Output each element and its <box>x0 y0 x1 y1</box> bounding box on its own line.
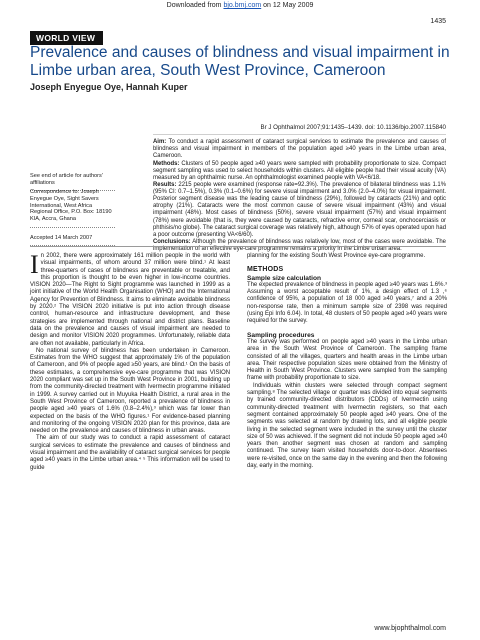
journal-link[interactable]: bjo.bmj.com <box>223 2 262 9</box>
sample-size-heading: Sample size calculation <box>247 274 322 282</box>
methods-heading: METHODS <box>247 266 284 274</box>
abstract-conclusions-label: Conclusions: <box>153 239 191 246</box>
download-date: on 12 May 2009 <box>263 2 314 9</box>
body-column-right <box>247 253 447 470</box>
accepted-date: Accepted 14 March 2007 <box>30 235 93 241</box>
see-end-note: See end of article for authors' affiliations <box>30 173 103 186</box>
correspondence-address: Correspondence to: Joseph Enyegue Oye, Sight Savers International, West Africa Regional Office, P.O. Box: 18190 KIA, Accra, Ghana <box>30 189 112 223</box>
section-tag: WORLD VIEW <box>30 31 103 45</box>
sidebar-accepted <box>30 235 115 246</box>
drop-cap: I <box>30 250 39 279</box>
sidebar-divider <box>30 227 115 228</box>
sampling-heading: Sampling procedures <box>247 331 315 339</box>
intro-continuation: planning for the existing South West Province eye-care programme. <box>247 253 426 259</box>
sampling-paragraph-1: The survey was performed on people aged ≥40 years in the Limbe urban area in the South West Province of Cameroon. The sampling frame consisted of all the villages, quarters and health areas in the Limbe urban area. Their respective population sizes were obtained from the Ministry of Health in South West Province. Clusters were sampled from the sampling frame with probability proportionate to size. <box>247 338 447 382</box>
sidebar-affiliations <box>30 173 115 191</box>
download-prefix: Downloaded from <box>166 2 222 9</box>
article-authors: Joseph Enyegue Oye, Hannah Kuper <box>30 82 188 92</box>
abstract-aim: To conduct a rapid assessment of cataract surgical services to estimate the prevalence and causes of blindness and visual impairment in members of the population aged ≥40 years in the Limbe urban area, Cameroon. <box>153 139 447 160</box>
abstract-methods: Clusters of 50 people aged ≥40 years were sampled with probability proportionate to size. Compact segment sampling was used to select households within clusters. All eligible people had their visual acuity (VA) measured by an ophthalmic nurse. An ophthalmologist examined people with VA<6/18. <box>153 160 446 181</box>
abstract-separator <box>30 246 446 247</box>
journal-url[interactable]: www.bjophthalmol.com <box>374 625 446 632</box>
sample-size-text: The expected prevalence of blindness in people aged ≥40 years was 1.6%.³ Assuming a worst acceptable result of 1%, a design effect of 1.3 ,⁶ confidence of 95%, a population of 18 000 aged ≥40 years,⁷ and a 20% non-response rate, then a minimum sample size of 2398 was required (using Epi Info 6.04). In total, 48 clusters of 50 people aged ≥40 years were required for the survey. <box>247 281 447 325</box>
page-number: 1435 <box>430 18 446 25</box>
body-column-left <box>30 250 230 472</box>
abstract-methods-label: Methods: <box>153 160 180 167</box>
intro-paragraph-3: The aim of our study was to conduct a rapid assessment of cataract surgical services to estimate the prevalence and causes of blindness and visual impairment and the availability of cataract surgical services for people aged ≥40 years in the Limbe urban area.⁴ ⁵ This information will be used to guide <box>30 435 230 471</box>
abstract <box>153 139 446 254</box>
intro-paragraph-2: No national survey of blindness has been undertaken in Cameroon. Estimates from the WHO suggest that approximately 1% of the population of Cameroon, and 9% of people aged ≥50 years, are blind.¹ On the basis of these estimates, a comprehensive eye-care programme that was VISION 2020 compliant was set up in the South West Province in 2001, building up from the community-directed treatment with Ivermectin programme initiated in 1999. A survey carried out in Muyuka Health District, a rural area in the South West Province of Cameroon, reported a prevalence of blindness in people aged ≥40 years of 1.6% (0.8–2.4%),³ which was far lower than expected on the basis of the WHO figures.¹ For evidence-based planning and monitoring of the ongoing VISION 2020 plan for this province, data are needed on the prevalence and causes of blindness in urban areas. <box>30 347 230 435</box>
article-title: Prevalence and causes of blindness and visual impairment in Limbe urban area, South West Province, Cameroon <box>30 44 450 79</box>
citation-line: Br J Ophthalmol 2007;91:1435–1439. doi: 10.1136/bjo.2007.115840 <box>260 124 446 131</box>
sidebar-correspondence <box>30 189 115 228</box>
abstract-results-label: Results: <box>153 182 177 189</box>
abstract-aim-label: Aim: <box>153 139 167 145</box>
sampling-paragraph-2: Individuals within clusters were selected through compact segment sampling.⁸ The selected village or quarter was divided into equal segments by trained community-directed distributors (CDDs) of Ivermectin using community-directed treatment with Ivermectin registers, so that each segment contained approximately 50 people aged ≥40 years. One of the segments was selected at random by drawing lots, and all eligible people living in the selected segment were included in the survey until the cluster size of 50 was achieved. If the segment did not include 50 people aged ≥40 years then another segment was chosen at random and sampling continued. The survey team visited households door-to-door. Absentees were re-visited, once on the same day in the evening and then the following day, early in the morning. <box>247 382 447 470</box>
download-banner <box>0 2 480 9</box>
abstract-results: 2215 people were examined (response rate=92.3%). The prevalence of bilateral blindness was 1.1% (95% CI: 0.7–1.5%), 0.3% (0.1–0.6%) for severe visual impairment and 3.0% (2.0–4.0%) for visual impairment. Posterior segment disease was the leading cause of blindness (29%), followed by cataracts (21%) and optic atrophy (21%). Cataracts were the most common cause of severe visual impairment (43%) and visual impairment (48%). Most cases of blindness (50%), severe visual impairment (57%) and visual impairment (78%) were avoidable (that is, they were caused by cataracts, refractive error, corneal scar, onchocerciasis or phthisis/no globe). The cataract surgical coverage was relatively high, although 57% of eyes operated upon had a poor outcome (presenting VA<6/60). <box>153 182 447 238</box>
intro-paragraph-1: n 2002, there were approximately 161 million people in the world with visual impairments, of whom around 37 million were blind.¹ At least three-quarters of cases of blindness are preventable or treatable, and this proportion is thought to be even higher in low-income countries. VISION 2020—The Right to Sight programme was launched in 1999 as a joint initiative of the World Health Organisation (WHO) and the International Agency for Prevention of Blindness. It aims to eliminate avoidable blindness by 2020.² The VISION 2020 initiative is put into action through disease control, human-resource and infrastructure development, and these strategies are implemented through national and district plans. Baseline data on the prevalence and causes of visual impairment are needed to design and monitor VISION 2020 programmes. Unfortunately, reliable data are often not available, particularly in Africa. <box>30 253 230 347</box>
abstract-conclusions: Although the prevalence of blindness was relatively low, most of the cases were avoidable. The implementation of an effective eye-care programme remains a priority in the Limbe urban area. <box>153 239 446 253</box>
citation-rule <box>153 134 446 135</box>
